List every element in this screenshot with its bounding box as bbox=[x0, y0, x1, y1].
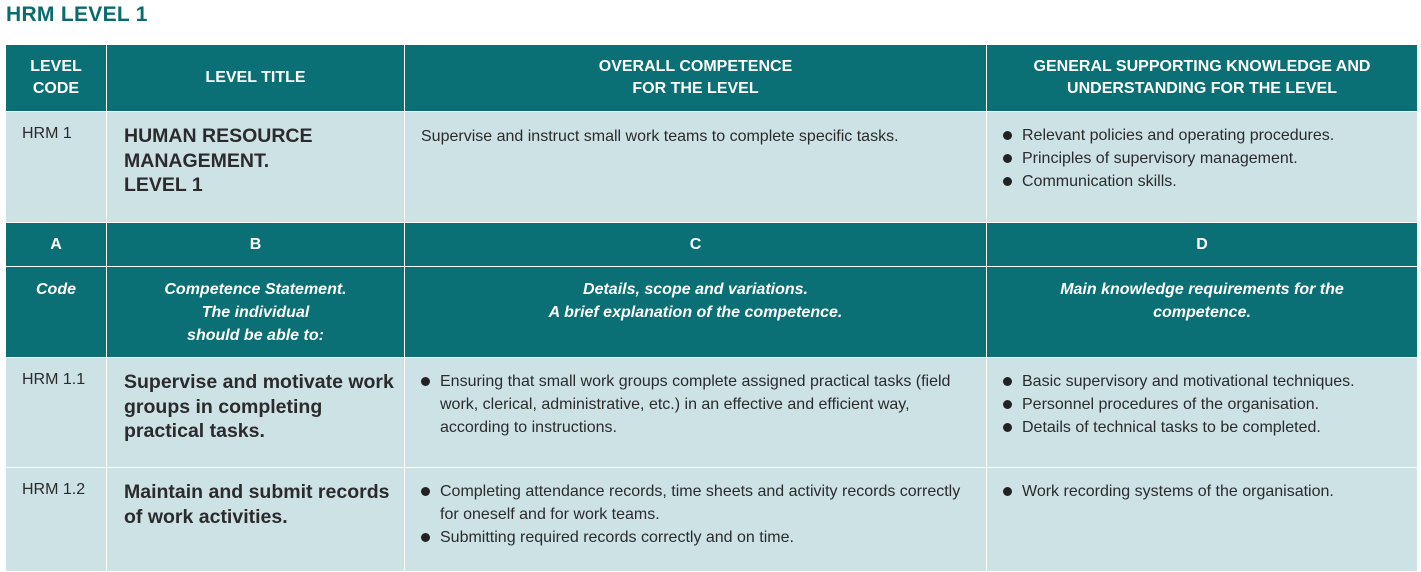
row-statement: Maintain and submit records of work activities. bbox=[107, 468, 405, 572]
subheader-code: Code bbox=[6, 267, 107, 358]
row-details bbox=[405, 358, 987, 468]
subheader-knowledge: Main knowledge requirements for the competence. bbox=[987, 267, 1418, 358]
column-letter-a: A bbox=[6, 223, 107, 267]
list-item: Relevant policies and operating procedures. bbox=[1001, 124, 1407, 147]
list-item: Personnel procedures of the organisation. bbox=[1001, 393, 1407, 416]
level-title: HUMAN RESOURCE MANAGEMENT. LEVEL 1 bbox=[107, 112, 405, 223]
row-details bbox=[405, 468, 987, 572]
level-row bbox=[6, 112, 1418, 223]
subheader-details: Details, scope and variations. A brief explanation of the competence. bbox=[405, 267, 987, 358]
table-header-row bbox=[6, 45, 1418, 112]
header-level-title: LEVEL TITLE bbox=[107, 45, 405, 112]
subheader-row bbox=[6, 267, 1418, 358]
page-title: HRM LEVEL 1 bbox=[6, 3, 148, 26]
row-code: HRM 1.2 bbox=[6, 468, 107, 572]
column-letter-b: B bbox=[107, 223, 405, 267]
competence-table bbox=[5, 44, 1418, 572]
level-code: HRM 1 bbox=[6, 112, 107, 223]
table-row bbox=[6, 468, 1418, 572]
list-item: Ensuring that small work groups complete assigned practical tasks (field work, clerical, administrative, etc.) in an effective and efficient way, according to instructions. bbox=[419, 370, 976, 439]
list-item: Submitting required records correctly and on time. bbox=[419, 526, 976, 549]
row-knowledge bbox=[987, 468, 1418, 572]
row-code: HRM 1.1 bbox=[6, 358, 107, 468]
header-level-code: LEVEL CODE bbox=[6, 45, 107, 112]
header-overall-competence: OVERALL COMPETENCE FOR THE LEVEL bbox=[405, 45, 987, 112]
level-competence: Supervise and instruct small work teams to complete specific tasks. bbox=[405, 112, 987, 223]
column-letter-c: C bbox=[405, 223, 987, 267]
row-knowledge bbox=[987, 358, 1418, 468]
level-knowledge bbox=[987, 112, 1418, 223]
list-item: Communication skills. bbox=[1001, 170, 1407, 193]
list-item: Completing attendance records, time sheets and activity records correctly for oneself and for work teams. bbox=[419, 480, 976, 526]
row-statement: Supervise and motivate work groups in completing practical tasks. bbox=[107, 358, 405, 468]
header-supporting-knowledge: GENERAL SUPPORTING KNOWLEDGE AND UNDERSTANDING FOR THE LEVEL bbox=[987, 45, 1418, 112]
list-item: Basic supervisory and motivational techniques. bbox=[1001, 370, 1407, 393]
subheader-statement: Competence Statement. The individual should be able to: bbox=[107, 267, 405, 358]
table-row bbox=[6, 358, 1418, 468]
list-item: Details of technical tasks to be completed. bbox=[1001, 416, 1407, 439]
list-item: Work recording systems of the organisation. bbox=[1001, 480, 1407, 503]
column-letter-d: D bbox=[987, 223, 1418, 267]
column-letters-row bbox=[6, 223, 1418, 267]
list-item: Principles of supervisory management. bbox=[1001, 147, 1407, 170]
